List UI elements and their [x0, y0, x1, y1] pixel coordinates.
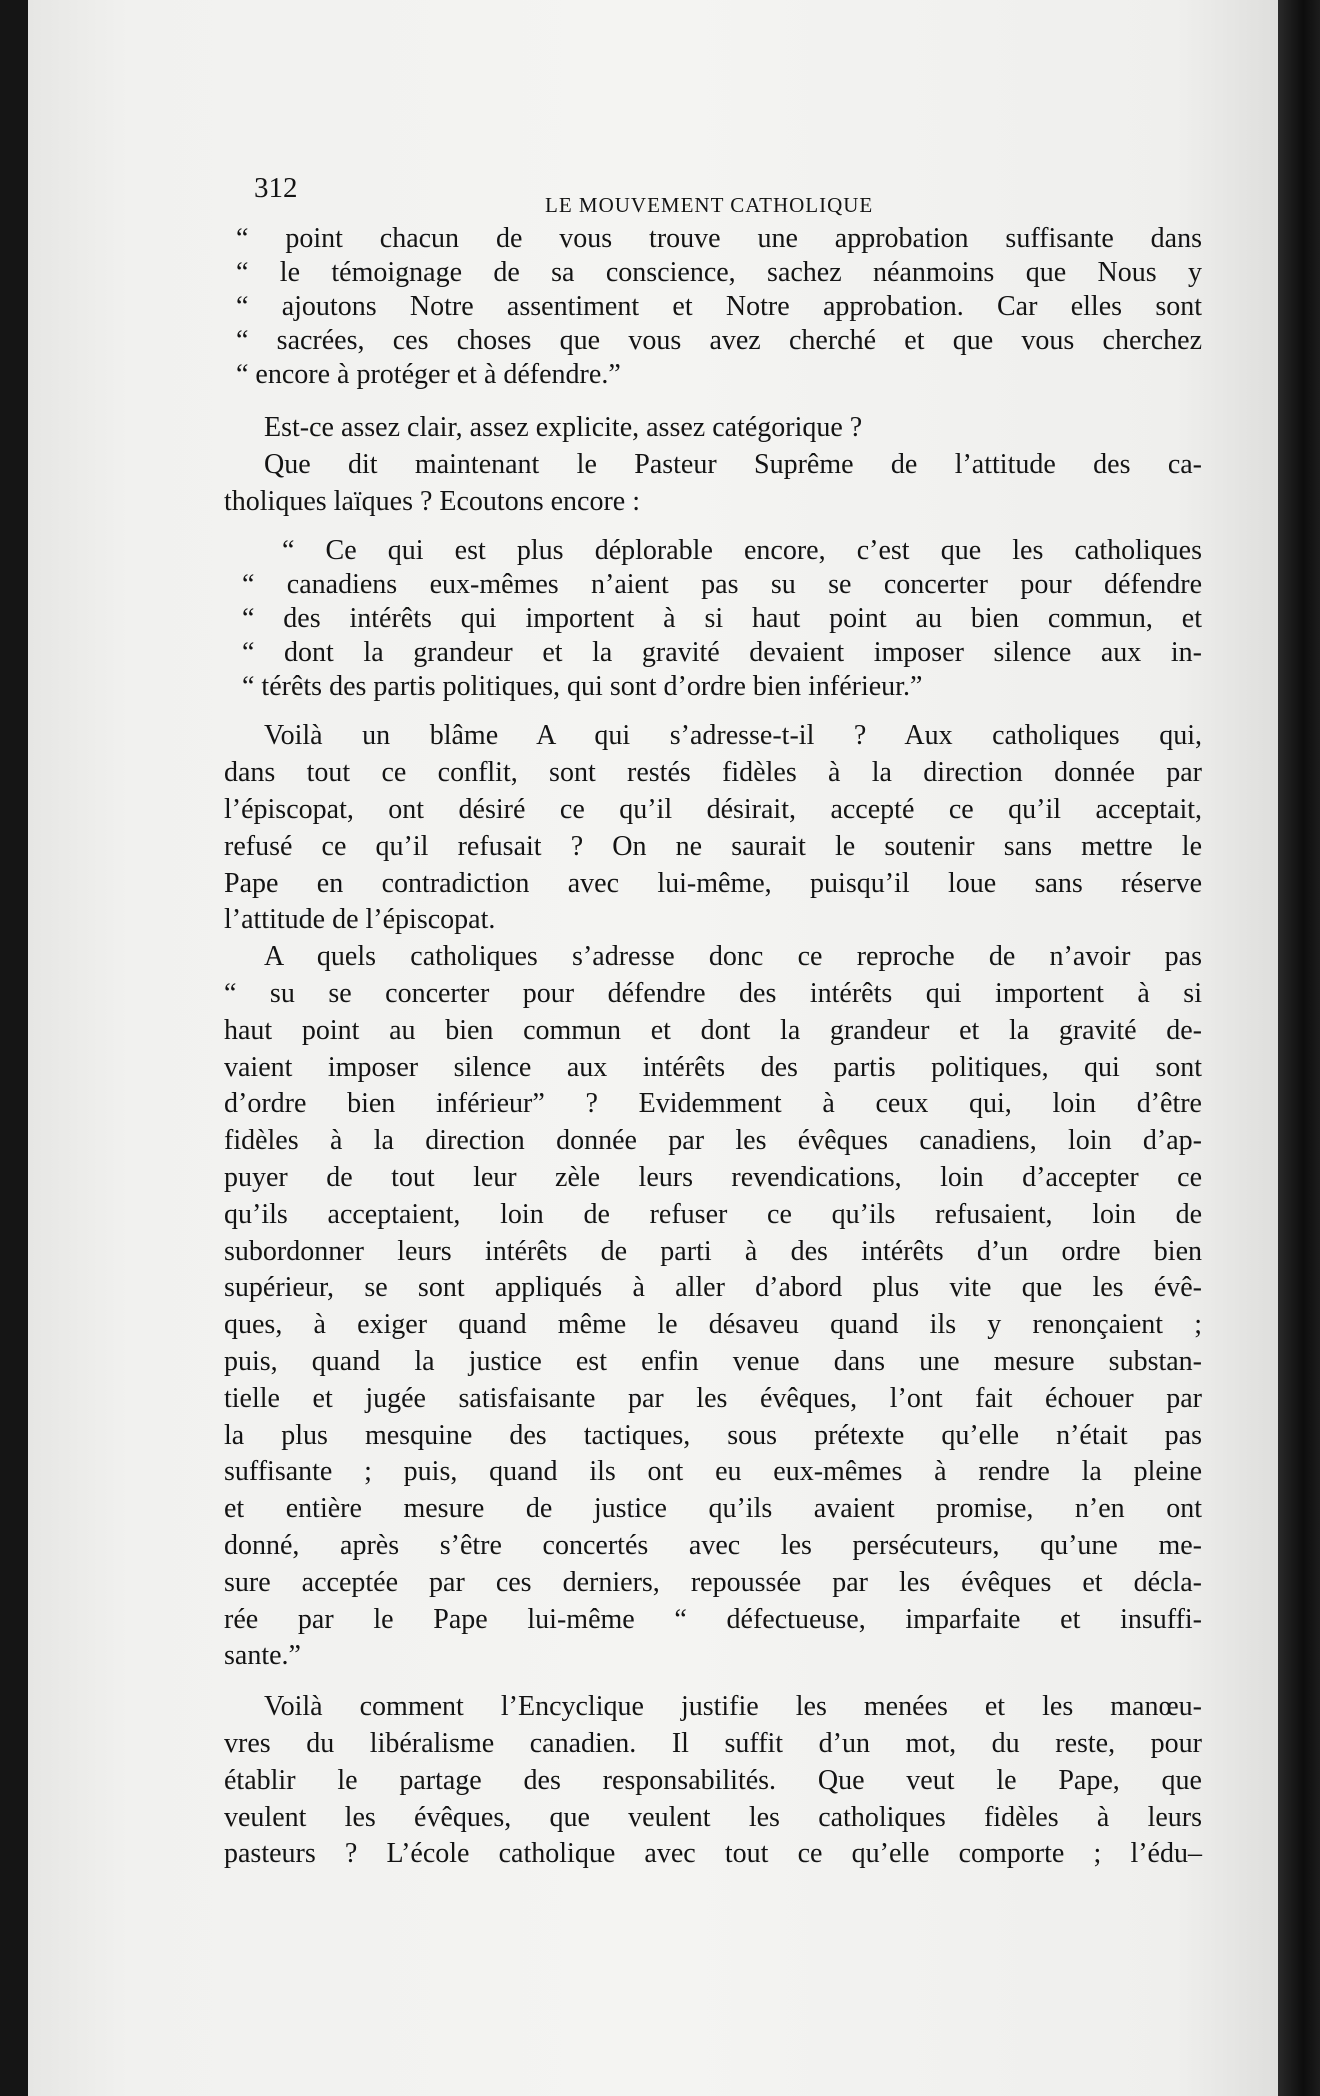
text-line: puis, quand la justice est enfin venue dans une mesure substan-	[224, 1345, 1202, 1377]
text-line: donné, après s’être concertés avec les persécuteurs, qu’une me-	[224, 1529, 1202, 1561]
text-line: Voilà comment l’Encyclique justifie les menées et les manœu-	[264, 1691, 1202, 1723]
paragraph-2	[224, 447, 1202, 521]
text-line: ques, à exiger quand même le désaveu quand ils y renonçaient ;	[224, 1309, 1202, 1341]
quote-block-2	[224, 534, 1202, 704]
quote-line: “ point chacun de vous trouve une approbation suffisante dans	[236, 223, 1202, 254]
page-content	[224, 172, 1202, 1873]
text-line: vres du libéralisme canadien. Il suffit d’un mot, du reste, pour	[224, 1727, 1202, 1759]
text-line: subordonner leurs intérêts de parti à des intérêts d’un ordre bien	[224, 1235, 1202, 1267]
quote-line: “ le témoignage de sa conscience, sachez néanmoins que Nous y	[236, 257, 1202, 288]
text-line: haut point au bien commun et dont la grandeur et la gravité de-	[224, 1014, 1202, 1046]
quote-line: “ ajoutons Notre assentiment et Notre approbation. Car elles sont	[236, 291, 1202, 322]
scan-dark-margin	[1278, 0, 1320, 2096]
paragraph-3	[224, 718, 1202, 939]
quote-line: “ dont la grandeur et la gravité devaient imposer silence aux in-	[242, 637, 1202, 669]
paragraph-1	[224, 410, 1202, 447]
paragraph-5	[224, 1689, 1202, 1873]
text-line: l’attitude de l’épiscopat.	[224, 904, 496, 936]
text-line: tielle et jugée satisfaisante par les évêques, l’ont fait échouer par	[224, 1382, 1202, 1414]
text-line: la plus mesquine des tactiques, sous prétexte qu’elle n’était pas	[224, 1419, 1202, 1451]
quote-line: “ térêts des partis politiques, qui sont d’ordre bien inférieur.”	[242, 671, 923, 703]
text-line: Pape en contradiction avec lui-même, puisqu’il loue sans réserve	[224, 867, 1202, 899]
text-line: Est-ce assez clair, assez explicite, assez catégorique ?	[264, 412, 863, 443]
text-line: d’ordre bien inférieur” ? Evidemment à ceux qui, loin d’être	[224, 1088, 1202, 1120]
page-number: 312	[254, 172, 298, 204]
paragraph-4	[224, 939, 1202, 1675]
text-line: pasteurs ? L’école catholique avec tout ce qu’elle comporte ; l’édu–	[224, 1838, 1202, 1870]
quote-line: “ canadiens eux-mêmes n’aient pas su se concerter pour défendre	[242, 569, 1202, 601]
quote-line: “ encore à protéger et à défendre.”	[236, 359, 621, 390]
text-line: suffisante ; puis, quand ils ont eu eux-mêmes à rendre la pleine	[224, 1456, 1202, 1488]
text-line: établir le partage des responsabilités. Que veut le Pape, que	[224, 1764, 1202, 1796]
quote-line: “ des intérêts qui importent à si haut point au bien commun, et	[242, 603, 1202, 635]
text-line: tholiques laïques ? Ecoutons encore :	[224, 485, 640, 517]
text-line: rée par le Pape lui-même “ défectueuse, imparfaite et insuffi-	[224, 1603, 1202, 1635]
text-line: qu’ils acceptaient, loin de refuser ce qu’ils refusaient, loin de	[224, 1198, 1202, 1230]
text-line: “ su se concerter pour défendre des intérêts qui importent à si	[224, 977, 1202, 1009]
text-line: sure acceptée par ces derniers, repoussée par les évêques et décla-	[224, 1566, 1202, 1598]
text-line: A quels catholiques s’adresse donc ce reproche de n’avoir pas	[264, 941, 1202, 973]
text-line: dans tout ce conflit, sont restés fidèles à la direction donnée par	[224, 757, 1202, 789]
text-line: fidèles à la direction donnée par les évêques canadiens, loin d’ap-	[224, 1125, 1202, 1157]
quote-block-1	[224, 222, 1202, 392]
text-line: vaient imposer silence aux intérêts des partis politiques, qui sont	[224, 1051, 1202, 1083]
text-line: supérieur, se sont appliqués à aller d’abord plus vite que les évê-	[224, 1272, 1202, 1304]
text-line: veulent les évêques, que veulent les catholiques fidèles à leurs	[224, 1801, 1202, 1833]
quote-line: “ Ce qui est plus déplorable encore, c’est que les catholiques	[282, 535, 1202, 567]
quote-line: “ sacrées, ces choses que vous avez cherché et que vous cherchez	[236, 325, 1202, 356]
text-line: Que dit maintenant le Pasteur Suprême de l’attitude des ca-	[264, 448, 1202, 480]
text-line: l’épiscopat, ont désiré ce qu’il désirait, accepté ce qu’il acceptait,	[224, 793, 1202, 825]
book-page	[28, 0, 1278, 2096]
page-header	[224, 172, 1202, 222]
text-line: puyer de tout leur zèle leurs revendications, loin d’accepter ce	[224, 1161, 1202, 1193]
text-line: Voilà un blâme A qui s’adresse-t-il ? Aux catholiques qui,	[264, 720, 1202, 752]
text-line: refusé ce qu’il refusait ? On ne saurait le soutenir sans mettre le	[224, 830, 1202, 862]
text-line: sante.”	[224, 1640, 301, 1672]
text-line: et entière mesure de justice qu’ils avaient promise, n’en ont	[224, 1493, 1202, 1525]
running-title: LE MOUVEMENT CATHOLIQUE	[545, 193, 874, 217]
